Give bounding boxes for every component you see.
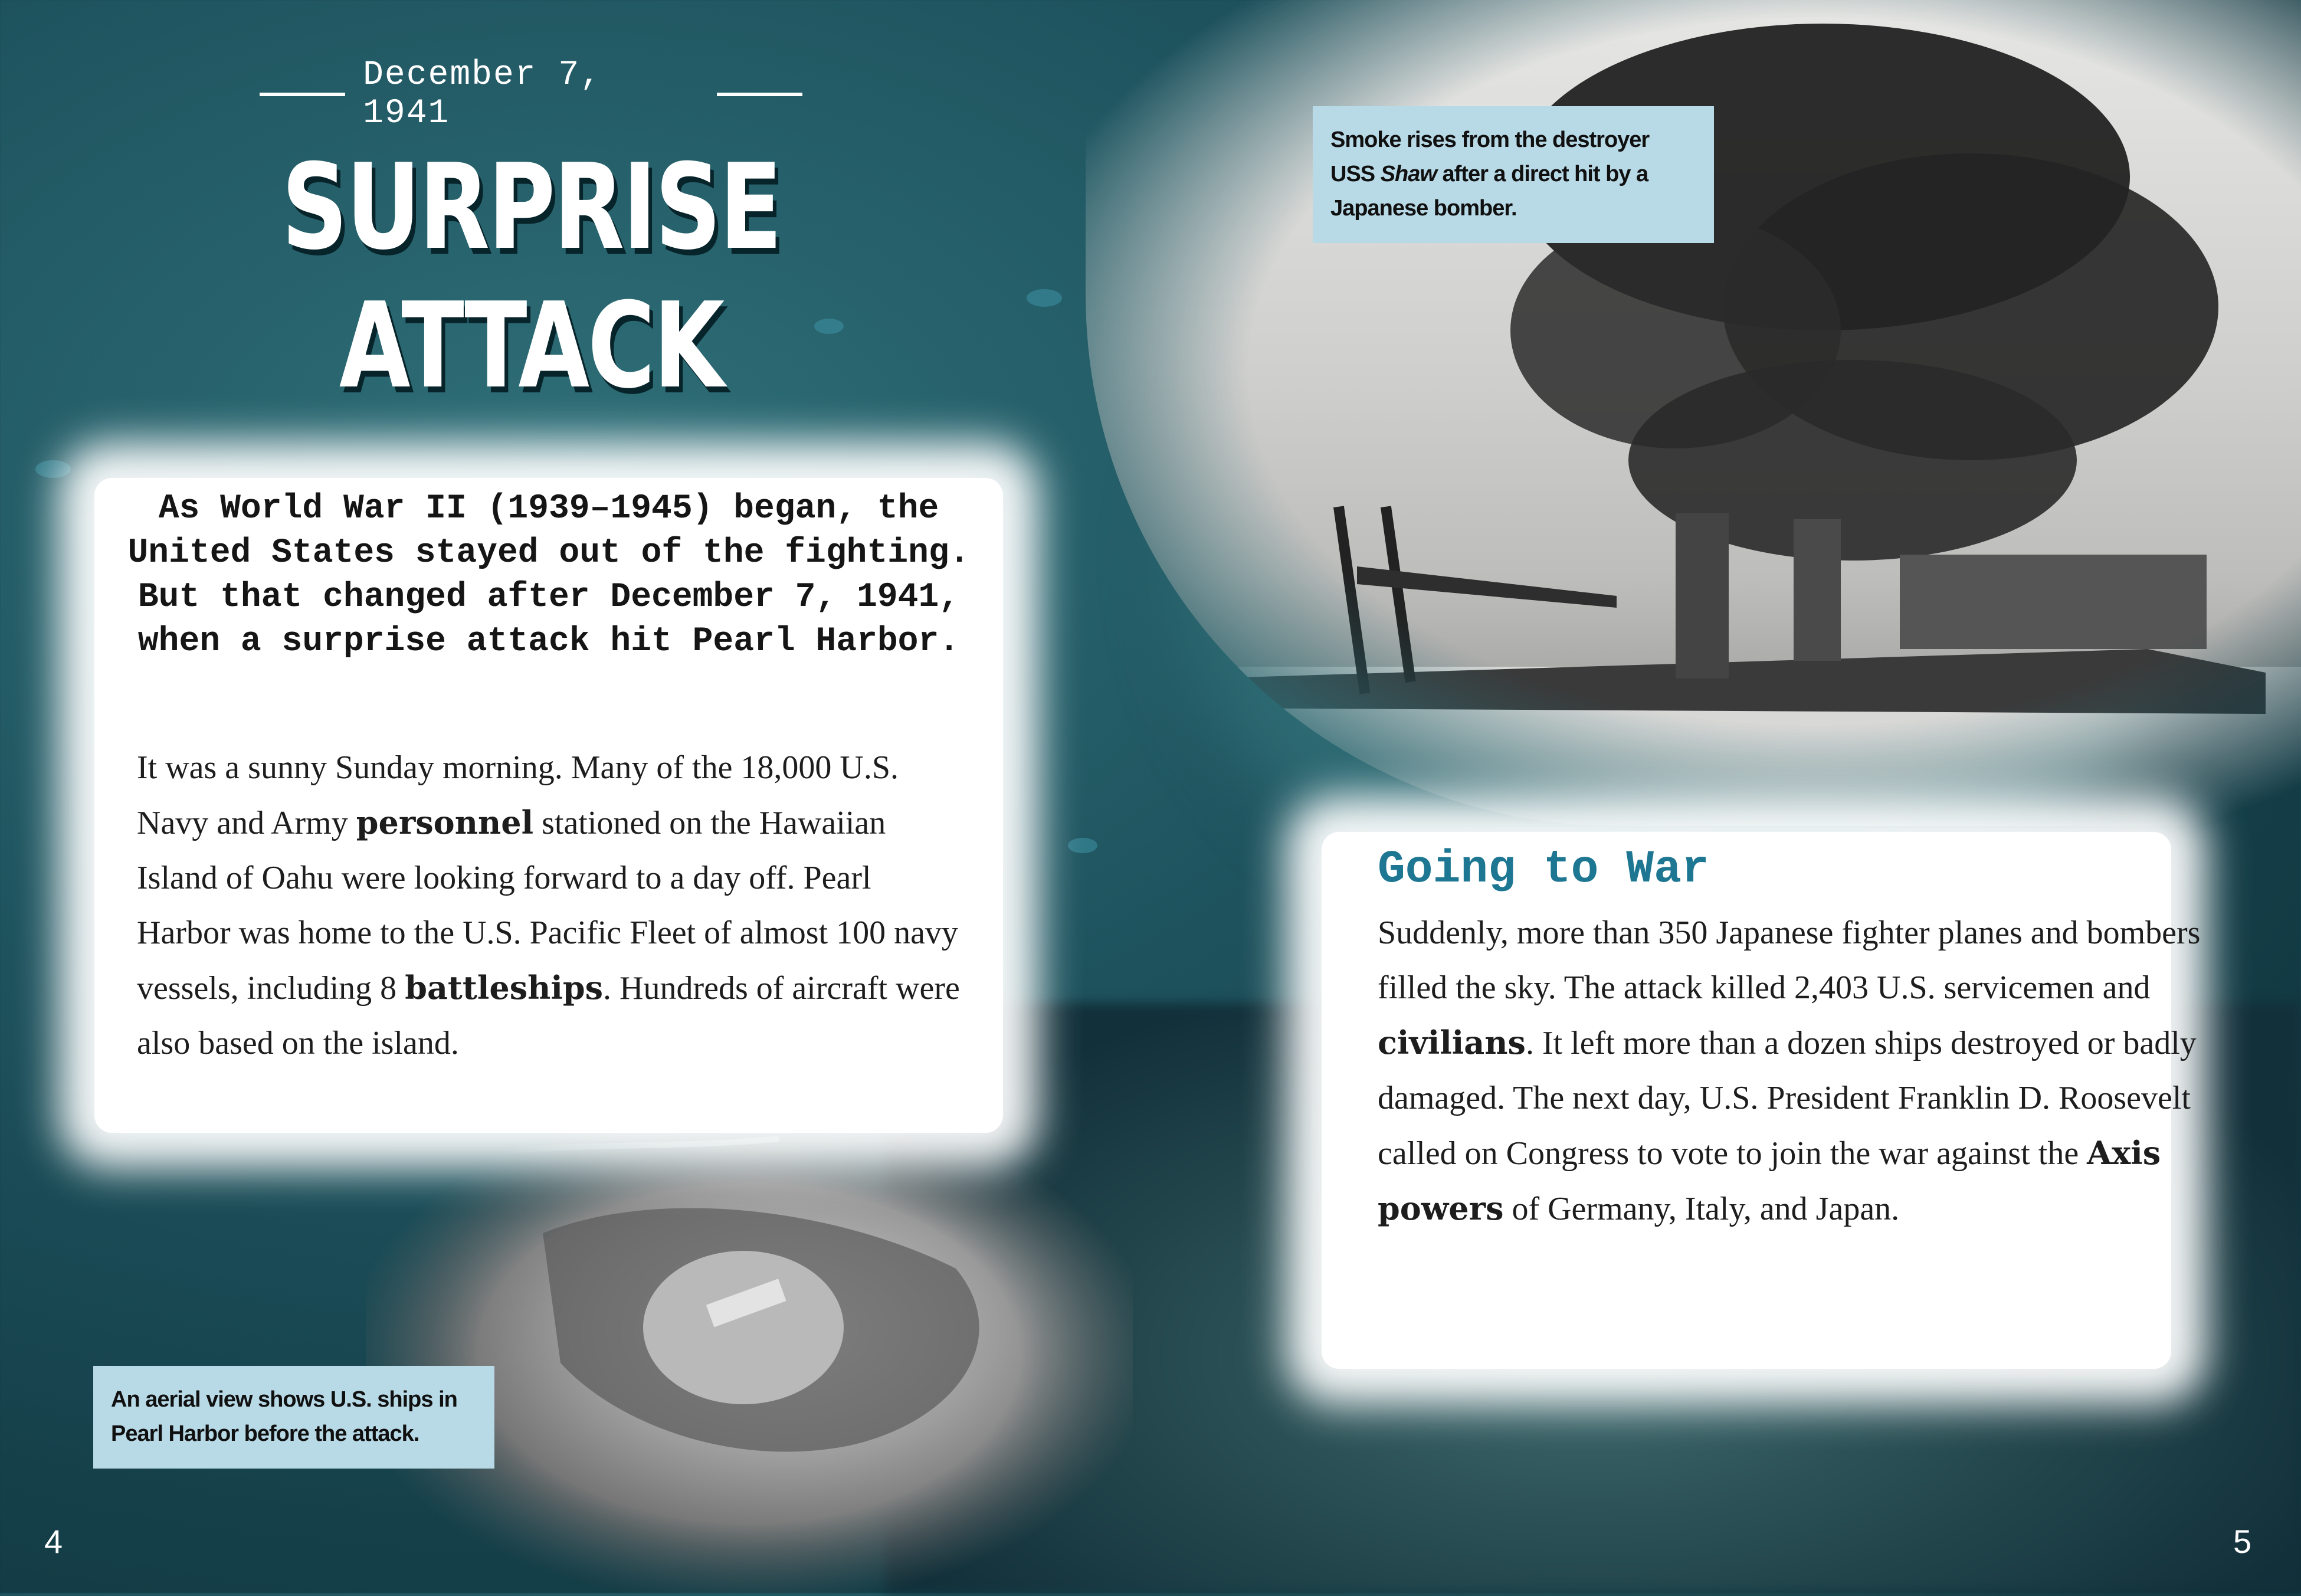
caption-text-segment: after a direct hit by a Japanese bomber. xyxy=(1330,162,1648,221)
ship-photo-caption xyxy=(1313,106,1714,243)
body-text-segment: It was a sunny Sunday morning. Many of the 18,000 U.S. Navy and Army xyxy=(137,749,899,841)
body-text-segment: Suddenly, more than 350 Japanese fighter planes and bombers filled the sky. The attack killed 2,403 U.S. servicemen and xyxy=(1378,915,2201,1006)
date-header xyxy=(260,56,802,133)
body-text-segment: . Hundreds of aircraft were also based on the island. xyxy=(137,970,960,1061)
caption-text-segment: Smoke rises from the destroyer USS xyxy=(1330,127,1650,186)
page-number-right: 5 xyxy=(2233,1523,2252,1560)
body-text-segment: stationed on the Hawaiian Island of Oahu were looking forward to a day off. Pearl Harbor was home to the U.S. Pacific Fleet of almost 100 navy vessels, including 8 xyxy=(137,805,958,1007)
page-title-line-1: SURPRISE xyxy=(281,139,781,276)
divider-rule xyxy=(260,93,345,96)
glossary-term-personnel: personnel xyxy=(356,804,534,841)
body-text-segment: . It left more than a dozen ships destroyed or badly damaged. The next day, U.S. President Franklin D. Roosevelt called on Congress to vote to join the war against the xyxy=(1378,1025,2197,1172)
fish-silhouette xyxy=(35,460,71,478)
intro-paragraph: As World War II (1939–1945) began, the United States stayed out of the fighting. But that changed after December 7, 1941, when a surprise attack hit Pearl Harbor. xyxy=(127,490,970,661)
aerial-photo-caption: An aerial view shows U.S. ships in Pearl Harbor before the attack. xyxy=(93,1366,494,1469)
fish-silhouette xyxy=(1068,838,1097,853)
left-body-paragraph xyxy=(137,740,963,1071)
ship-name-italic: Shaw xyxy=(1380,162,1437,186)
glossary-term-civilians: civilians xyxy=(1378,1024,1526,1061)
fish-silhouette xyxy=(1027,289,1062,307)
section-heading: Going to War xyxy=(1378,844,1709,896)
page-title-line-2: ATTACK xyxy=(339,277,723,415)
divider-rule xyxy=(717,93,802,96)
glossary-term-axis-powers: Axis powers xyxy=(1378,1134,2161,1227)
page-number-left: 4 xyxy=(44,1523,63,1560)
glossary-term-battleships: battleships xyxy=(405,969,604,1007)
date-label: December 7, 1941 xyxy=(363,56,602,133)
body-text-segment: of Germany, Italy, and Japan. xyxy=(1503,1191,1900,1227)
fish-silhouette xyxy=(814,319,844,334)
pearl-harbor-aerial-photo xyxy=(366,1115,1133,1593)
aerial-harbor-illustration xyxy=(366,1115,1133,1593)
right-body-paragraph xyxy=(1378,906,2204,1237)
